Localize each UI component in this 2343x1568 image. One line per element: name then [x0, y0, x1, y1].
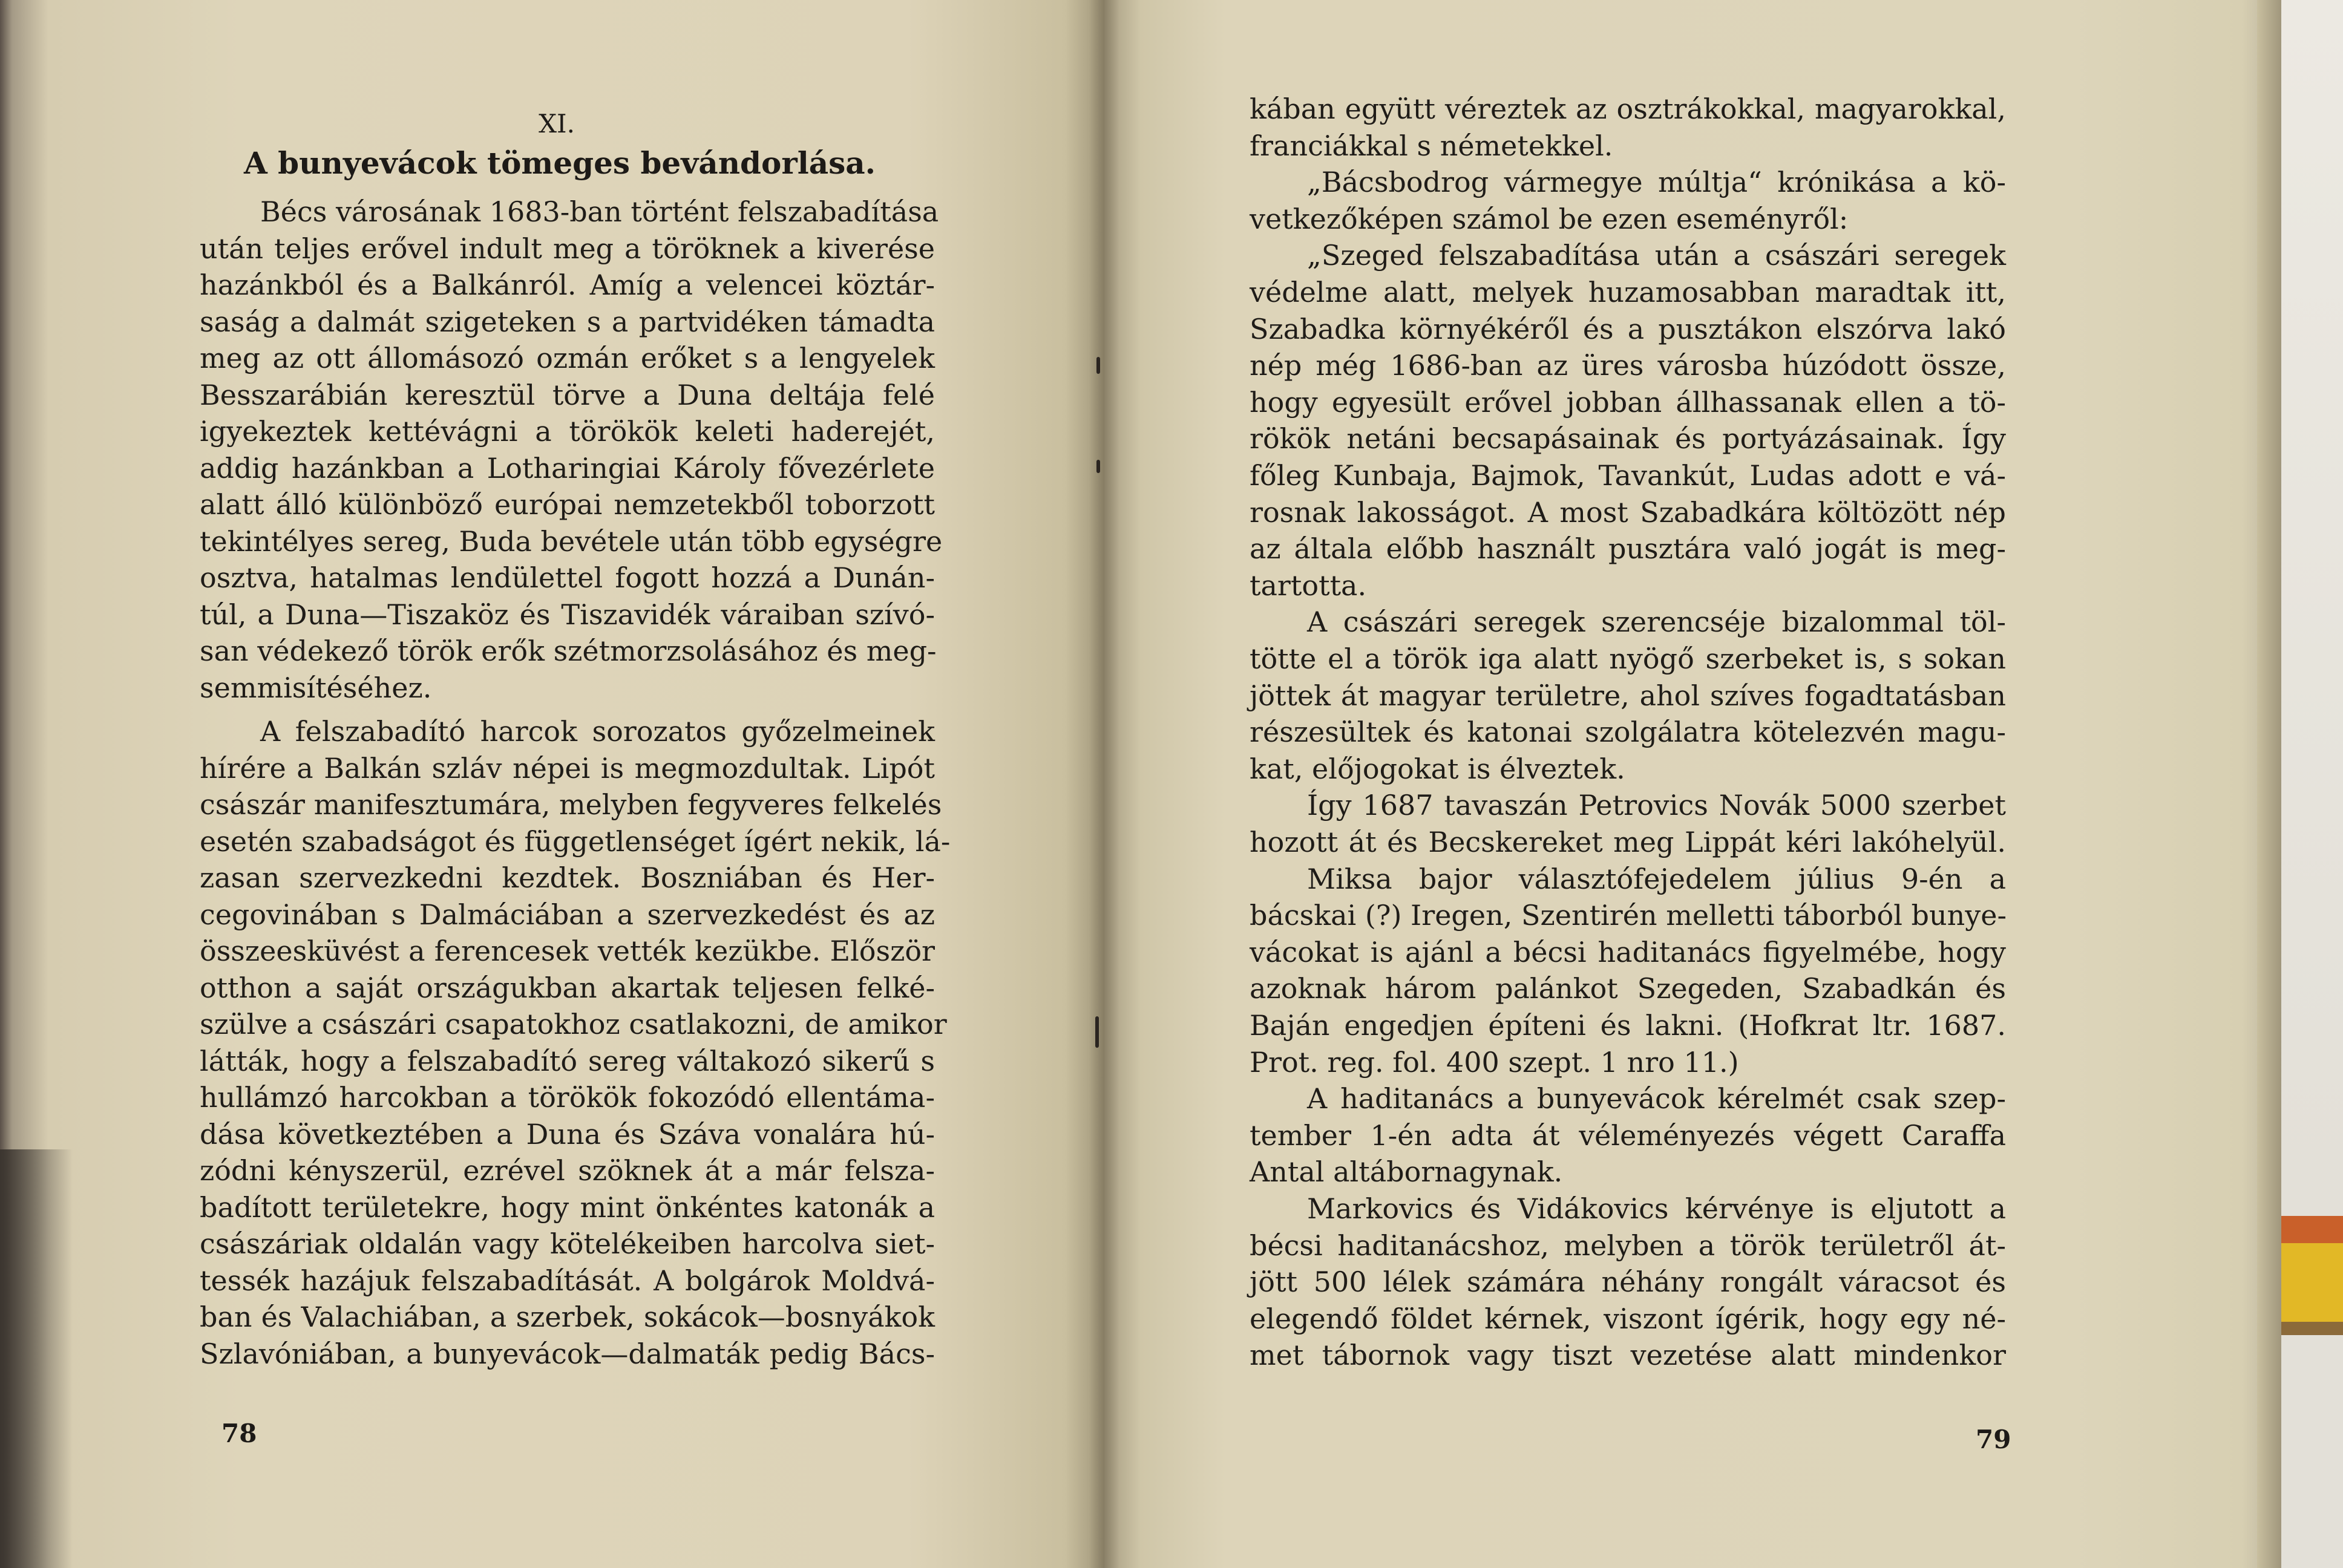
text-line: saság a dalmát szigeteken s a partvidéken támadta [200, 305, 935, 338]
text-line: az általa előbb használt pusztára való jogát is meg- [1250, 532, 2006, 566]
text-line: látták, hogy a felszabadító sereg váltakozó sikerű s [200, 1044, 935, 1077]
text-line: jött 500 lélek számára néhány rongált váracsot és [1250, 1266, 2006, 1299]
chapter-number: XI. [539, 109, 575, 139]
text-line: császár manifesztumára, melyben fegyveres felkelés [200, 788, 942, 821]
chapter-title: A bunyevácok tömeges bevándorlása. [243, 145, 876, 181]
text-line: bácskai (?) Iregen, Szentirén melletti táborból bunye- [1250, 899, 2007, 932]
text-line: kában együtt véreztek az osztrákokkal, magyarokkal, [1250, 93, 2006, 125]
text-line: A császári seregek szerencséje bizalommal töl- [1307, 606, 2006, 639]
text-line: alatt álló különböző európai nemzetekből toborzott [200, 488, 935, 521]
text-line: hullámzó harcokban a törökök fokozódó ellentáma- [200, 1081, 935, 1114]
text-line: Prot. reg. fol. 400 szept. 1 nro 11.) [1250, 1045, 1739, 1079]
background-band [2281, 1322, 2343, 1335]
text-line: addig hazánkban a Lotharingiai Károly fővezérlete [200, 451, 935, 485]
text-line: esetén szabadságot és függetlenséget ígért nekik, lá- [200, 825, 951, 858]
text-line: Szlavóniában, a bunyevácok—dalmaták pedig Bács- [200, 1337, 935, 1370]
page-number-left: 78 [221, 1419, 257, 1448]
binding-stitch [1095, 1016, 1099, 1048]
text-line: Bécs városának 1683-ban történt felszabadítása [260, 195, 939, 228]
text-line: badított területekre, hogy mint önkéntes katonák a [200, 1191, 935, 1224]
text-line: védelme alatt, melyek huzamosabban maradtak itt, [1250, 276, 2006, 309]
text-line: osztva, hatalmas lendülettel fogott hozzá a Dunán- [200, 561, 935, 594]
text-line: hírére a Balkán szláv népei is megmozdultak. Lipót [200, 751, 935, 785]
text-line: hazánkból és a Balkánról. Amíg a velencei köztár- [200, 269, 935, 301]
text-line: Így 1687 tavaszán Petrovics Novák 5000 szerbet [1307, 789, 2006, 822]
text-line: hogy egyesült erővel jobban állhassanak ellen a tö- [1250, 385, 2006, 419]
text-line: főleg Kunbaja, Bajmok, Tavankút, Ludas adott e vá- [1250, 459, 2006, 492]
text-line: otthon a saját országukban akartak teljesen felké- [200, 971, 935, 1004]
text-line: azoknak három palánkot Szegeden, Szabadkán és [1250, 972, 2006, 1005]
text-line: császáriak oldalán vagy kötelékeiben harcolva siet- [200, 1227, 935, 1260]
text-line: igyekeztek kettévágni a törökök keleti haderejét, [200, 415, 935, 448]
text-line: semmisítéséhez. [200, 671, 432, 704]
page-number-right: 79 [1976, 1425, 2011, 1454]
text-line: tember 1-én adta át véleményezés végett Caraffa [1250, 1119, 2006, 1152]
text-line: zasan szervezkedni kezdtek. Boszniában és Her- [200, 861, 935, 894]
text-line: tekintélyes sereg, Buda bevétele után több egységre [200, 524, 943, 558]
text-line: meg az ott állomásozó ozmán erőket s a lengyelek [200, 342, 935, 374]
text-line: kat, előjogokat is élveztek. [1250, 752, 1625, 785]
text-line: Markovics és Vidákovics kérvénye is eljutott a [1307, 1192, 2006, 1225]
text-line: hozott át és Becskereket meg Lippát kéri lakóhelyül. [1250, 826, 2006, 858]
text-line: rosnak lakosságot. A most Szabadkára költözött nép [1250, 495, 2006, 529]
text-line: szülve a császári csapatokhoz csatlakozni, de amikor [200, 1008, 947, 1040]
binding-stitch [1096, 460, 1100, 473]
page-shadow [0, 1149, 73, 1568]
text-line: A haditanács a bunyevácok kérelmét csak szep- [1307, 1082, 2006, 1116]
text-line: A felszabadító harcok sorozatos győzelmeinek [260, 715, 935, 748]
text-line: bécsi haditanácshoz, melyben a török területről át- [1250, 1229, 2006, 1262]
text-line: „Bácsbodrog vármegye múltja“ krónikása a kö- [1307, 166, 2006, 199]
text-line: vetkezőképen számol be ezen eseményről: [1250, 202, 1849, 235]
text-line: tötte el a török iga alatt nyögő szerbeket is, s sokan [1250, 642, 2006, 675]
text-line: Szabadka környékéről és a pusztákon elszórva lakó [1250, 312, 2006, 345]
background-band [2281, 1243, 2343, 1322]
text-line: ban és Valachiában, a szerbek, sokácok—bosnyákok [200, 1301, 935, 1333]
text-line: „Szeged felszabadítása után a császári seregek [1307, 239, 2006, 272]
text-line: zódni kényszerül, ezrével szöknek át a már felsza- [200, 1154, 935, 1187]
text-line: met tábornok vagy tiszt vezetése alatt mindenkor [1250, 1339, 2006, 1372]
text-line: túl, a Duna—Tiszaköz és Tiszavidék váraiban szívó- [200, 598, 935, 631]
text-line: nép még 1686-ban az üres városba húzódott össze, [1250, 349, 2006, 382]
text-line: vácokat is ajánl a bécsi haditanács figyelmébe, hogy [1250, 935, 2006, 969]
text-line: franciákkal s németekkel. [1250, 129, 1613, 162]
text-line: Antal altábornagynak. [1250, 1155, 1563, 1189]
page-edge [2257, 0, 2284, 1568]
text-line: tessék hazájuk felszabadítását. A bolgárok Moldvá- [200, 1264, 935, 1297]
text-line: elegendő földet kérnek, viszont ígérik, hogy egy né- [1250, 1302, 2006, 1335]
text-line: összeesküvést a ferencesek vették kezükbe. Először [200, 935, 935, 967]
text-line: tartotta. [1250, 569, 1367, 602]
book-gutter [1089, 0, 1119, 1568]
binding-stitch [1096, 357, 1100, 374]
text-line: cegovinában s Dalmáciában a szervezkedést és az [200, 898, 935, 931]
text-line: Baján engedjen építeni és lakni. (Hofkrat ltr. 1687. [1250, 1009, 2006, 1042]
text-line: után teljes erővel indult meg a töröknek a kiverése [200, 232, 935, 265]
text-line: rökök netáni becsapásainak és portyázásainak. Így [1250, 422, 2006, 456]
background-band [2281, 1216, 2343, 1243]
text-line: jöttek át magyar területre, ahol szíves fogadtatásban [1250, 679, 2006, 712]
text-line: Besszarábián keresztül törve a Duna deltája felé [200, 378, 935, 411]
text-line: részesültek és katonai szolgálatra kötelezvén magu- [1250, 716, 2006, 749]
text-line: san védekező török erők szétmorzsolásához és meg- [200, 635, 937, 667]
text-line: Miksa bajor választófejedelem július 9-én a [1307, 862, 2006, 895]
text-line: dása következtében a Duna és Száva vonalára hú- [200, 1117, 935, 1151]
